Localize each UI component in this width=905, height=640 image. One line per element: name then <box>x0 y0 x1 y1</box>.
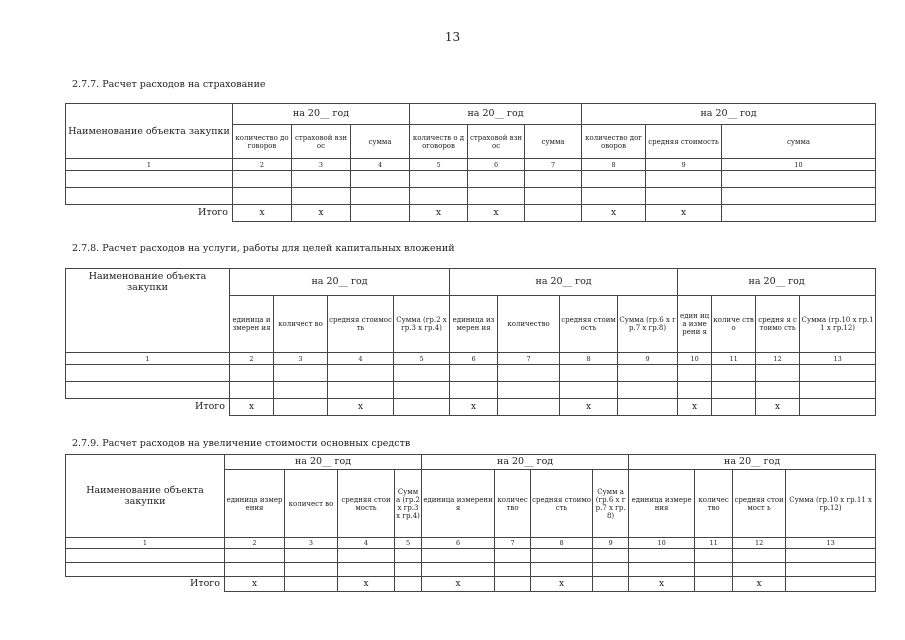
column-number: 5 <box>410 159 468 171</box>
column-number: 2 <box>225 538 285 549</box>
year-header: на 20__ год <box>422 455 629 470</box>
column-header: количес тво <box>495 470 531 538</box>
table-row <box>66 188 876 205</box>
column-header: количество <box>498 296 560 353</box>
column-header: сумма <box>722 125 876 159</box>
total-cell <box>395 577 422 592</box>
column-number: 12 <box>756 353 800 365</box>
column-number: 6 <box>422 538 495 549</box>
total-cell <box>593 577 629 592</box>
total-cell: х <box>678 399 712 416</box>
column-header: количество договоров <box>233 125 292 159</box>
column-number: 8 <box>560 353 618 365</box>
column-header: средняя стоимость <box>338 470 395 538</box>
column-number: 4 <box>328 353 394 365</box>
total-label: Итого <box>190 578 220 590</box>
total-cell <box>285 577 338 592</box>
column-header: количест во <box>274 296 328 353</box>
column-number: 3 <box>274 353 328 365</box>
insurance-table <box>65 103 876 222</box>
column-header: средняя стоимость <box>646 125 722 159</box>
column-header: средняя стоимость <box>328 296 394 353</box>
column-header: единица измерения <box>422 470 495 538</box>
table-row <box>66 365 876 382</box>
column-header: средняя стоимость <box>560 296 618 353</box>
total-label: Итого <box>195 401 225 413</box>
table-row <box>66 382 876 399</box>
column-number: 9 <box>593 538 629 549</box>
object-name-header: Наименование объекта закупки <box>66 269 230 353</box>
column-header: Сумма (гр.10 х гр.11 х гр.12) <box>800 296 876 353</box>
column-header: средняя стоимость <box>531 470 593 538</box>
total-cell: х <box>422 577 495 592</box>
total-cell <box>394 399 450 416</box>
total-cell <box>351 205 410 222</box>
column-number-row <box>66 159 876 171</box>
column-number: 11 <box>712 353 756 365</box>
column-header: количе ство <box>712 296 756 353</box>
column-number: 1 <box>66 538 225 549</box>
total-cell: х <box>756 399 800 416</box>
total-cell: х <box>328 399 394 416</box>
column-header: страховой взнос <box>292 125 351 159</box>
year-header: на 20__ год <box>678 269 876 296</box>
page-number: 13 <box>444 30 461 44</box>
column-number: 5 <box>394 353 450 365</box>
total-cell: х <box>629 577 695 592</box>
table-row <box>66 563 876 577</box>
column-header: количеств о договоров <box>410 125 468 159</box>
column-number: 6 <box>450 353 498 365</box>
year-header: на 20__ год <box>582 104 876 125</box>
column-header: количество договоров <box>582 125 646 159</box>
column-header: Сумма (гр.6 х гр.7 х гр.8) <box>618 296 678 353</box>
total-row <box>66 577 876 592</box>
column-header: количест во <box>285 470 338 538</box>
total-cell: х <box>230 399 274 416</box>
year-header: на 20__ год <box>233 104 410 125</box>
column-header: средня я стоимо сть <box>756 296 800 353</box>
column-number: 5 <box>395 538 422 549</box>
column-number: 3 <box>285 538 338 549</box>
column-header: единица измерения <box>629 470 695 538</box>
total-cell <box>618 399 678 416</box>
column-number: 10 <box>678 353 712 365</box>
column-number: 13 <box>800 353 876 365</box>
column-number: 9 <box>646 159 722 171</box>
column-number: 3 <box>292 159 351 171</box>
total-cell <box>495 577 531 592</box>
total-cell <box>712 399 756 416</box>
section-title-fixed-assets: 2.7.9. Расчет расходов на увеличение стоимости основных средств <box>72 438 411 449</box>
column-header: Сумма (гр.2 х гр.3 х гр.4) <box>394 296 450 353</box>
column-header: единица измерен ия <box>450 296 498 353</box>
fixed-assets-table <box>65 454 876 592</box>
column-number: 11 <box>695 538 733 549</box>
column-header: Сумм а (гр.2 х гр.3 х гр.4) <box>395 470 422 538</box>
column-number: 12 <box>733 538 786 549</box>
total-cell: х <box>560 399 618 416</box>
total-cell <box>525 205 582 222</box>
capital-works-table <box>65 268 876 416</box>
total-cell: х <box>531 577 593 592</box>
total-cell <box>722 205 876 222</box>
column-header: страховой взнос <box>468 125 525 159</box>
section-title-capital-works: 2.7.8. Расчет расходов на услуги, работы для целей капитальных вложений <box>72 243 455 254</box>
total-cell <box>695 577 733 592</box>
column-header: единица измерения <box>225 470 285 538</box>
total-cell: х <box>646 205 722 222</box>
column-number: 8 <box>582 159 646 171</box>
column-number: 9 <box>618 353 678 365</box>
total-row <box>66 399 876 416</box>
section-title-insurance: 2.7.7. Расчет расходов на страхование <box>72 79 266 90</box>
column-number: 4 <box>351 159 410 171</box>
total-cell: х <box>225 577 285 592</box>
column-number-row <box>66 538 876 549</box>
total-cell: х <box>468 205 525 222</box>
column-number: 6 <box>468 159 525 171</box>
column-number: 2 <box>230 353 274 365</box>
column-header: единица измерен ия <box>230 296 274 353</box>
column-number: 2 <box>233 159 292 171</box>
column-number: 10 <box>722 159 876 171</box>
column-header: количес тво <box>695 470 733 538</box>
total-cell: х <box>292 205 351 222</box>
total-cell: х <box>733 577 786 592</box>
column-header: Сумм а (гр.6 х гр.7 х гр.8) <box>593 470 629 538</box>
total-cell: х <box>233 205 292 222</box>
object-name-header: Наименование объекта закупки <box>66 455 225 538</box>
column-number: 7 <box>495 538 531 549</box>
column-header: Сумма (гр.10 х гр.11 х гр.12) <box>786 470 876 538</box>
column-number: 7 <box>498 353 560 365</box>
total-cell <box>498 399 560 416</box>
table-row <box>66 171 876 188</box>
object-name-header: Наименование объекта закупки <box>66 104 233 159</box>
column-header: сумма <box>525 125 582 159</box>
column-number-row <box>66 353 876 365</box>
column-header: сумма <box>351 125 410 159</box>
total-cell: х <box>450 399 498 416</box>
total-cell <box>274 399 328 416</box>
total-cell <box>800 399 876 416</box>
total-row <box>66 205 876 222</box>
column-number: 8 <box>531 538 593 549</box>
total-cell <box>786 577 876 592</box>
column-number: 1 <box>66 353 230 365</box>
year-header: на 20__ год <box>225 455 422 470</box>
column-number: 1 <box>66 159 233 171</box>
total-cell: х <box>338 577 395 592</box>
column-header: един ица изме рени я <box>678 296 712 353</box>
year-header: на 20__ год <box>629 455 876 470</box>
year-header: на 20__ год <box>450 269 678 296</box>
year-header: на 20__ год <box>230 269 450 296</box>
table-row <box>66 549 876 563</box>
column-number: 7 <box>525 159 582 171</box>
total-cell: х <box>582 205 646 222</box>
column-number: 4 <box>338 538 395 549</box>
total-cell: х <box>410 205 468 222</box>
column-number: 13 <box>786 538 876 549</box>
total-label: Итого <box>198 207 228 219</box>
year-header: на 20__ год <box>410 104 582 125</box>
column-header: средняя стоимост ь <box>733 470 786 538</box>
column-number: 10 <box>629 538 695 549</box>
